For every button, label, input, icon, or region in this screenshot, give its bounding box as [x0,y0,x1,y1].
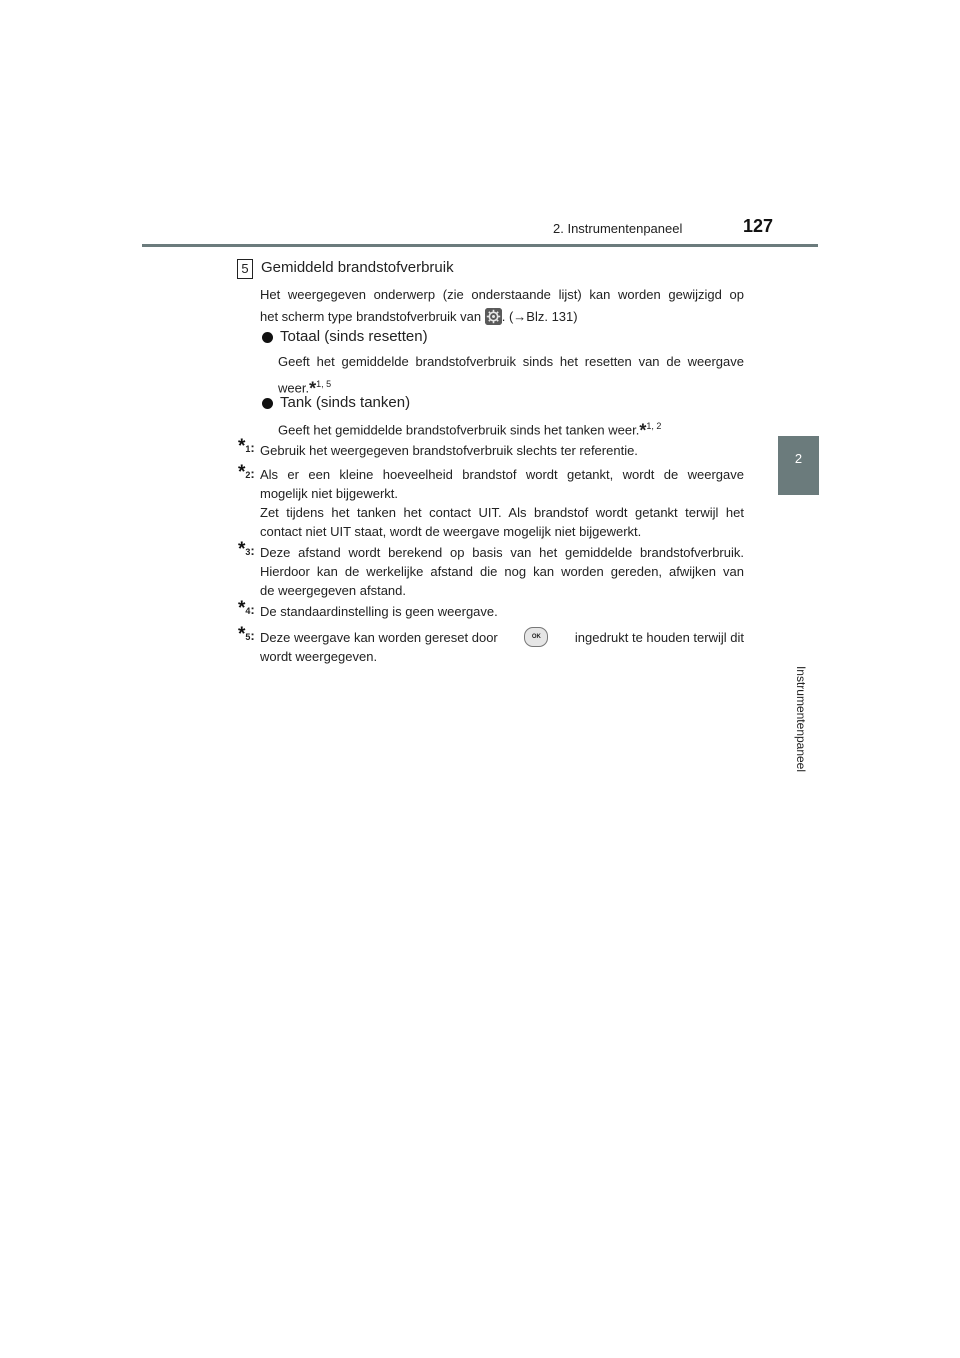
intro-line-2a: het scherm type brandstofverbruik van [260,309,482,324]
footnote-star: * [238,462,246,483]
chapter-side-label-text: Instrumentenpaneel [794,665,808,773]
footnote-line: Gebruik het weergegeven brandstofverbruik slechts ter referentie. [260,443,638,458]
intro-paragraph [260,284,744,328]
footnote-line: mogelijk niet bijgewerkt. [260,486,399,501]
footnote-star: * [309,378,317,399]
footnote-number: 3 [245,547,251,557]
bullet-title-tank: Tank (sinds tanken) [280,394,411,411]
bullet-text-tank-line1: Geeft het gemiddelde brandstofverbruik sinds het tanken weer. [278,422,640,438]
footnote-line: Hierdoor kan de werkelijke afstand die nog kan worden gereden, afwijken van [260,564,744,579]
footnote-line: contact niet UIT staat, wordt de weergave mogelijk niet bijgewerkt. [260,524,642,539]
intro-line-1: Het weergegeven onderwerp (zie onderstaande lijst) kan worden gewijzigd op [260,287,744,302]
header-divider [142,244,818,247]
footnote-colon: : [250,628,255,643]
bullet-dot [262,398,273,409]
footnote-marker [238,463,255,482]
footnote-4-text [260,602,744,621]
footnote-line: Deze weergave kan worden gereset door [260,629,498,645]
bullet-title-total: Totaal (sinds resetten) [280,328,428,345]
footnote-number: 4 [245,606,251,616]
footnote-star: * [639,420,647,441]
section-title: 2. Instrumentenpaneel [553,221,683,236]
footnote-colon: : [250,602,255,617]
footnote-marker [238,540,255,559]
page-number: 127 [743,216,774,236]
footnote-colon: : [250,466,255,481]
footnote-marker [238,625,255,644]
footnote-number: 5 [245,632,251,642]
footnote-marker [238,437,255,456]
footnote-3-text [260,543,744,600]
footnote-refs: 1, 5 [316,379,332,389]
footnote-star: * [238,539,246,560]
bullet-dot [262,332,273,343]
bullet-text-total [278,351,744,399]
footnote-star: * [238,598,246,619]
footnote-line: Zet tijdens het tanken het contact UIT. Als brandstof wordt getankt terwijl het [260,505,744,520]
footnote-line: De standaardinstelling is geen weergave. [260,604,498,619]
bullet-text-total-line2: weer. [278,380,310,396]
footnote-line: Deze afstand wordt berekend op basis van het gemiddelde brandstofverbruik. [260,545,744,560]
intro-line-2b: . (→Blz. 131) [501,309,578,324]
footnote-line: Als er een kleine hoeveelheid brandstof wordt getankt, wordt de weergave [260,467,744,482]
ok-button-icon: OK [524,627,548,647]
footnote-star: * [238,624,246,645]
footnote-colon: : [250,440,255,455]
chapter-side-label [792,620,810,820]
footnote-1-text [260,441,744,460]
bullet-text-total-line1: Geeft het gemiddelde brandstofverbruik sinds het resetten van de weergave [278,354,744,369]
chapter-tab-number: 2 [794,451,803,466]
footnote-5-text [260,627,744,666]
footnote-number: 1 [245,444,251,454]
bullet-text-tank [278,415,744,441]
footnote-star: * [238,436,246,457]
footnote-line: de weergegeven afstand. [260,583,406,598]
footnote-marker [238,599,255,618]
footnote-colon: : [250,543,255,558]
footnote-number: 2 [245,470,251,480]
item-number-box: 5 [237,259,253,279]
footnote-line: ingedrukt te houden terwijl dit [574,629,744,645]
footnote-refs: 1, 2 [646,421,662,431]
gear-icon [485,308,502,325]
footnote-line: wordt weergegeven. [260,649,378,664]
footnote-2-text [260,465,744,541]
item-title: Gemiddeld brandstofverbruik [261,259,454,276]
